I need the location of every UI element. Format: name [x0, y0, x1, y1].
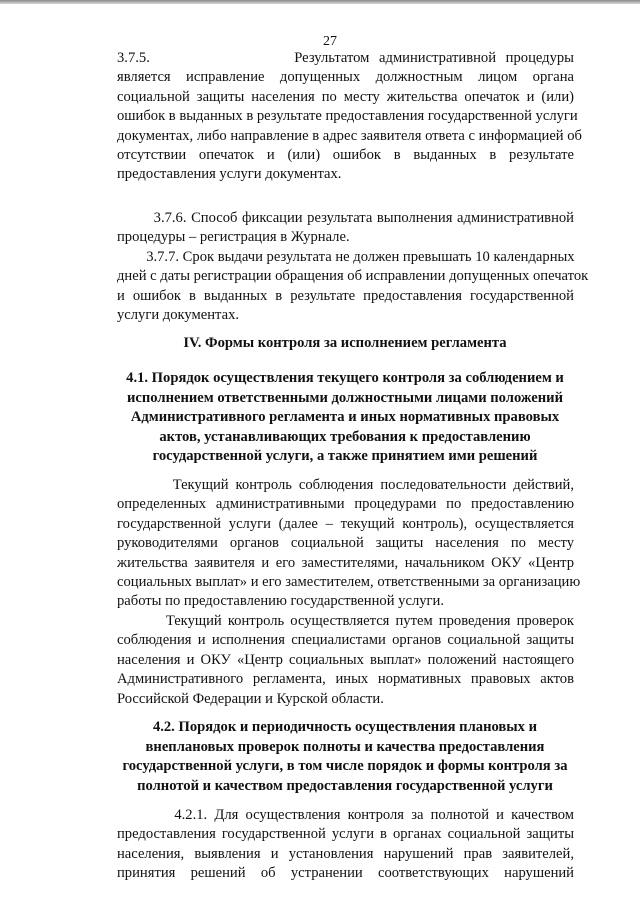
heading-line: полнотой и качеством предоставления государственной услуги [137, 777, 553, 794]
text-line: процедуры – регистрация в Журнале. [117, 229, 350, 246]
text-line: принятия решений об устранении соответствующих нарушений [117, 865, 574, 882]
page-number: 27 [323, 34, 337, 49]
text-line: ошибок в выданных в результате предоставления государственной услуги [117, 108, 578, 125]
text-line: 4.2.1. Для осуществления контроля за полнотой и качеством [117, 807, 574, 823]
paragraph-4-1-current-control [117, 476, 581, 612]
text-line: предоставления государственной услуги в органах социальной защиты [117, 826, 574, 843]
text-line: определенных административными процедурами по предоставлению [117, 496, 574, 513]
text-line: государственной услуги (далее – текущий контроль), осуществляется [117, 515, 574, 532]
heading-line: 4.1. Порядок осуществления текущего контроля за соблюдением и [126, 370, 564, 386]
text-line: соблюдения и исполнения специалистами органов социальной защиты [117, 632, 574, 649]
text-line: Текущий контроль осуществляется путем проведения проверок [117, 613, 574, 629]
text-line: является исправление допущенных должностным лицом органа [117, 69, 574, 86]
text-line: 3.7.5. Результатом административной процедуры [117, 50, 574, 66]
text-line: социальных выплат» и его заместителем, ответственными за организацию [117, 574, 581, 591]
text-line: руководителями органов социальной защиты населения по месту [117, 535, 574, 552]
heading-line: 4.2. Порядок и периодичность осуществления плановых и [152, 719, 538, 735]
heading-line: государственной услуги, а также принятием ими решений [152, 448, 538, 465]
text-line: населения и ОКУ «Центр социальных выплат» положений настоящего [117, 651, 574, 668]
paragraph-4-2-1 [117, 806, 574, 884]
text-line: социальной защиты населения по месту жительства опечаток и (или) [117, 88, 574, 105]
heading-4-1 [100, 369, 590, 467]
heading-line: внеплановых проверок полноты и качества предоставления [145, 738, 545, 755]
paragraph-3-7-7 [117, 248, 589, 326]
text-line: 3.7.6. Способ фиксации результата выполнения административной [117, 210, 574, 226]
text-line: Текущий контроль соблюдения последовательности действий, [117, 477, 574, 493]
text-line: жительства заявителя и его заместителями, начальником ОКУ «Центр [117, 554, 574, 571]
text-line: документах, либо направление в адрес заявителя ответа с информацией об [117, 127, 582, 144]
heading-line: государственной услуги, в том числе порядок и формы контроля за [122, 758, 568, 775]
text-line: дней с даты регистрации обращения об исправлении допущенных опечаток [117, 268, 589, 285]
paragraph-4-1-checks [117, 612, 574, 709]
text-line: предоставления услуги документах. [117, 166, 342, 183]
text-line: работы по предоставлению государственной услуги. [117, 593, 444, 610]
heading-line: исполнением ответственными должностными лицами положений [127, 389, 563, 406]
paragraph-3-7-5 [117, 49, 582, 185]
heading-line: IV. Формы контроля за исполнением регламента [183, 335, 507, 351]
text-line: и ошибок в выданных в результате предоставления государственной [117, 287, 574, 304]
scan-top-edge [0, 0, 640, 4]
text-line: 3.7.7. Срок выдачи результата не должен превышать 10 календарных [117, 249, 575, 265]
paragraph-3-7-6 [117, 209, 574, 248]
heading-4-2 [100, 718, 590, 796]
text-line: отсутствии опечаток и (или) ошибок в выданных в результате [117, 147, 574, 164]
text-line: Российской Федерации и Курской области. [117, 690, 384, 707]
text-line: услуги документах. [117, 307, 240, 324]
heading-line: Административного регламента и иных нормативных правовых [130, 409, 560, 426]
heading-line: актов, устанавливающих требования к предоставлению [159, 428, 531, 445]
text-line: населения, выявления и установления нарушений прав заявителей, [117, 845, 574, 862]
text-line: Административного регламента, иных нормативных правовых актов [117, 671, 574, 688]
section-iv-title [100, 334, 590, 354]
